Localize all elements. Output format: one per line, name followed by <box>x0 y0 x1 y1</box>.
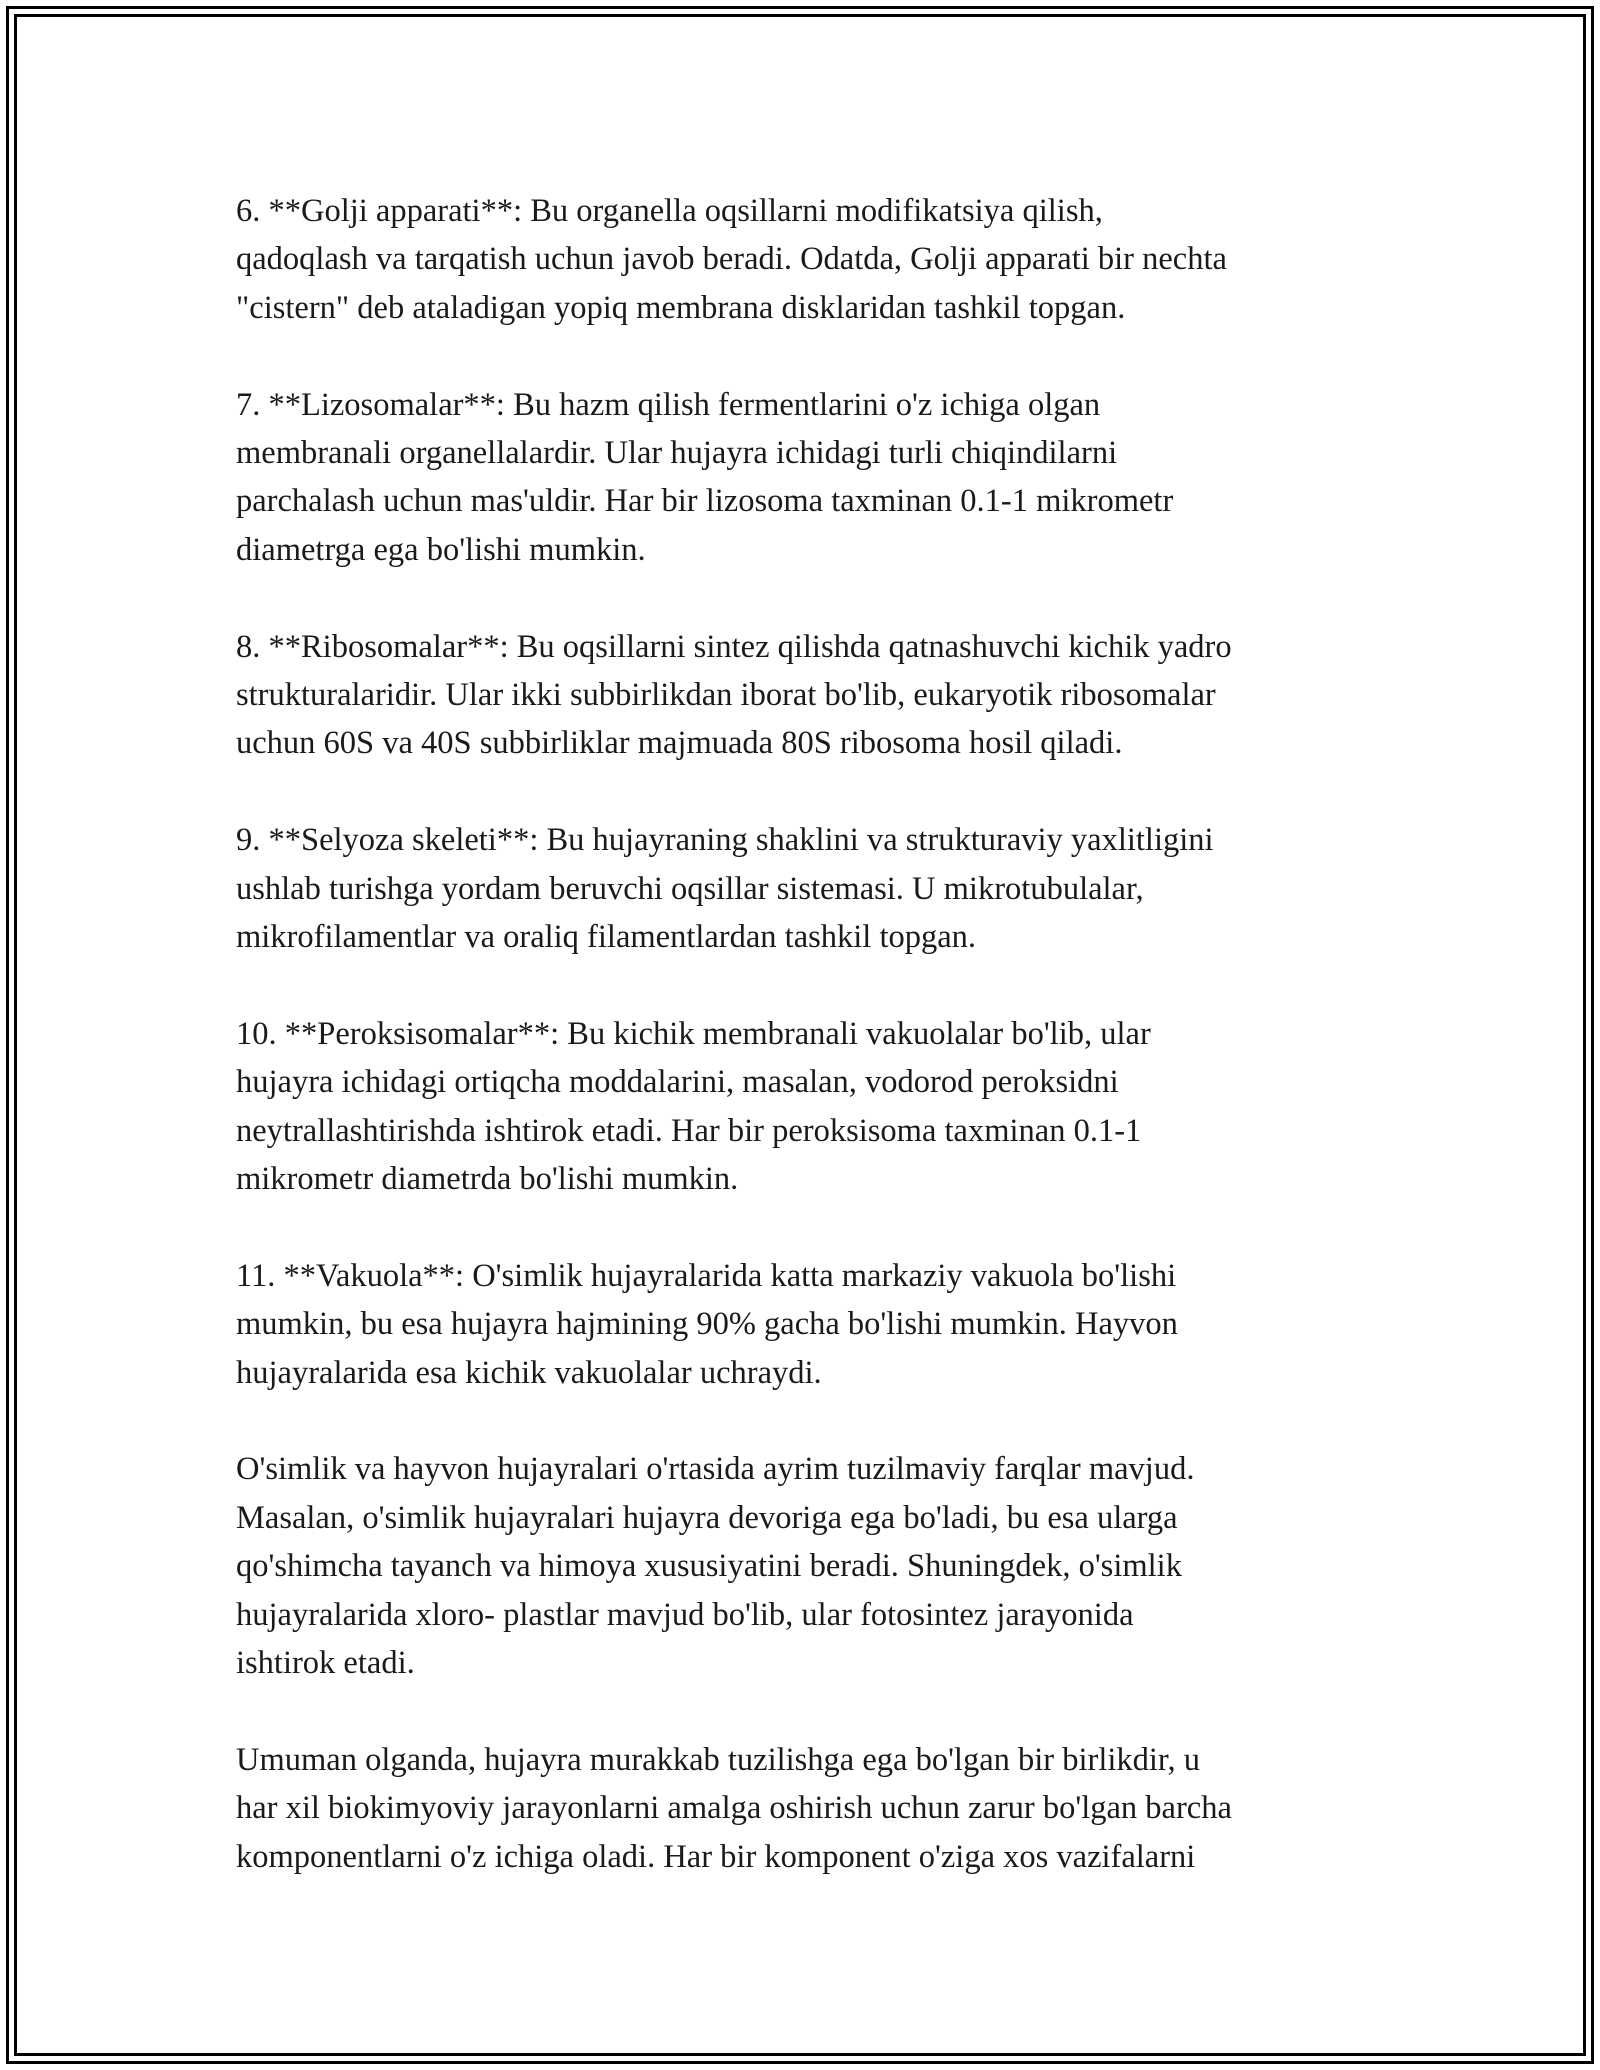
paragraph-plant-animal-differences: O'simlik va hayvon hujayralari o'rtasida ayrim tuzilmaviy farqlar mavjud. Masalan, o'simlik hujayralari hujayra devoriga ega bo'ladi, bu esa ularga qo'shimcha tayanch va himoya xususiyatini beradi. Shuningdek, o'simlik hujayralarida xloro- plastlar mavjud bo'lib, ular fotosintez jarayonida ishtirok etadi. <box>236 1451 1195 1682</box>
paragraph-peroxisomes: 10. **Peroksisomalar**: Bu kichik membranali vakuolalar bo'lib, ular hujayra ichidagi ortiqcha moddalarini, masalan, vodorod peroksidni neytrallashtirishda ishtirok etadi. Har bir peroksisoma taxminan 0.1-1 mikrometr diametrda bo'lishi mumkin. <box>236 1015 1151 1198</box>
paragraph-cytoskeleton: 9. **Selyoza skeleti**: Bu hujayraning shaklini va strukturaviy yaxlitligini ushlab turishga yordam beruvchi oqsillar sistemasi. U mikrotubulalar, mikrofilamentlar va oraliq filamentlardan tashkil topgan. <box>236 822 1214 956</box>
paragraph-ribosomes: 8. **Ribosomalar**: Bu oqsillarni sintez qilishda qatnashuvchi kichik yadro strukturalaridir. Ular ikki subbirlikdan iborat bo'lib, eukaryotik ribosomalar uchun 60S va 40S subbirliklar majmuada 80S ribosoma hosil qiladi. <box>236 628 1232 762</box>
paragraph-golgi-apparatus: 6. **Golji apparati**: Bu organella oqsillarni modifikatsiya qilish, qadoqlash va tarqatish uchun javob beradi. Odatda, Golji apparati bir nechta "cistern" deb ataladigan yopiq membrana disklaridan tashkil topgan. <box>236 193 1227 326</box>
paragraph-lysosomes: 7. **Lizosomalar**: Bu hazm qilish fermentlarini o'z ichiga olgan membranali organellalardir. Ular hujayra ichidagi turli chiqindilarni parchalash uchun mas'uldir. Har bir lizosoma taxminan 0.1-1 mikrometr diametrga ega bo'lishi mumkin. <box>236 386 1174 568</box>
document-body <box>236 187 1386 1930</box>
paragraph-vacuole: 11. **Vakuola**: O'simlik hujayralarida katta markaziy vakuola bo'lishi mumkin, bu esa hujayra hajmining 90% gacha bo'lishi mumkin. Hayvon hujayralarida esa kichik vakuolalar uchraydi. <box>236 1257 1178 1391</box>
paragraph-conclusion: Umuman olganda, hujayra murakkab tuzilishga ega bo'lgan bir birlikdir, u har xil biokimyoviy jarayonlarni amalga oshirish uchun zarur bo'lgan barcha komponentlarni o'z ichiga oladi. Har bir komponent o'ziga xos vazifalarni <box>236 1741 1232 1875</box>
